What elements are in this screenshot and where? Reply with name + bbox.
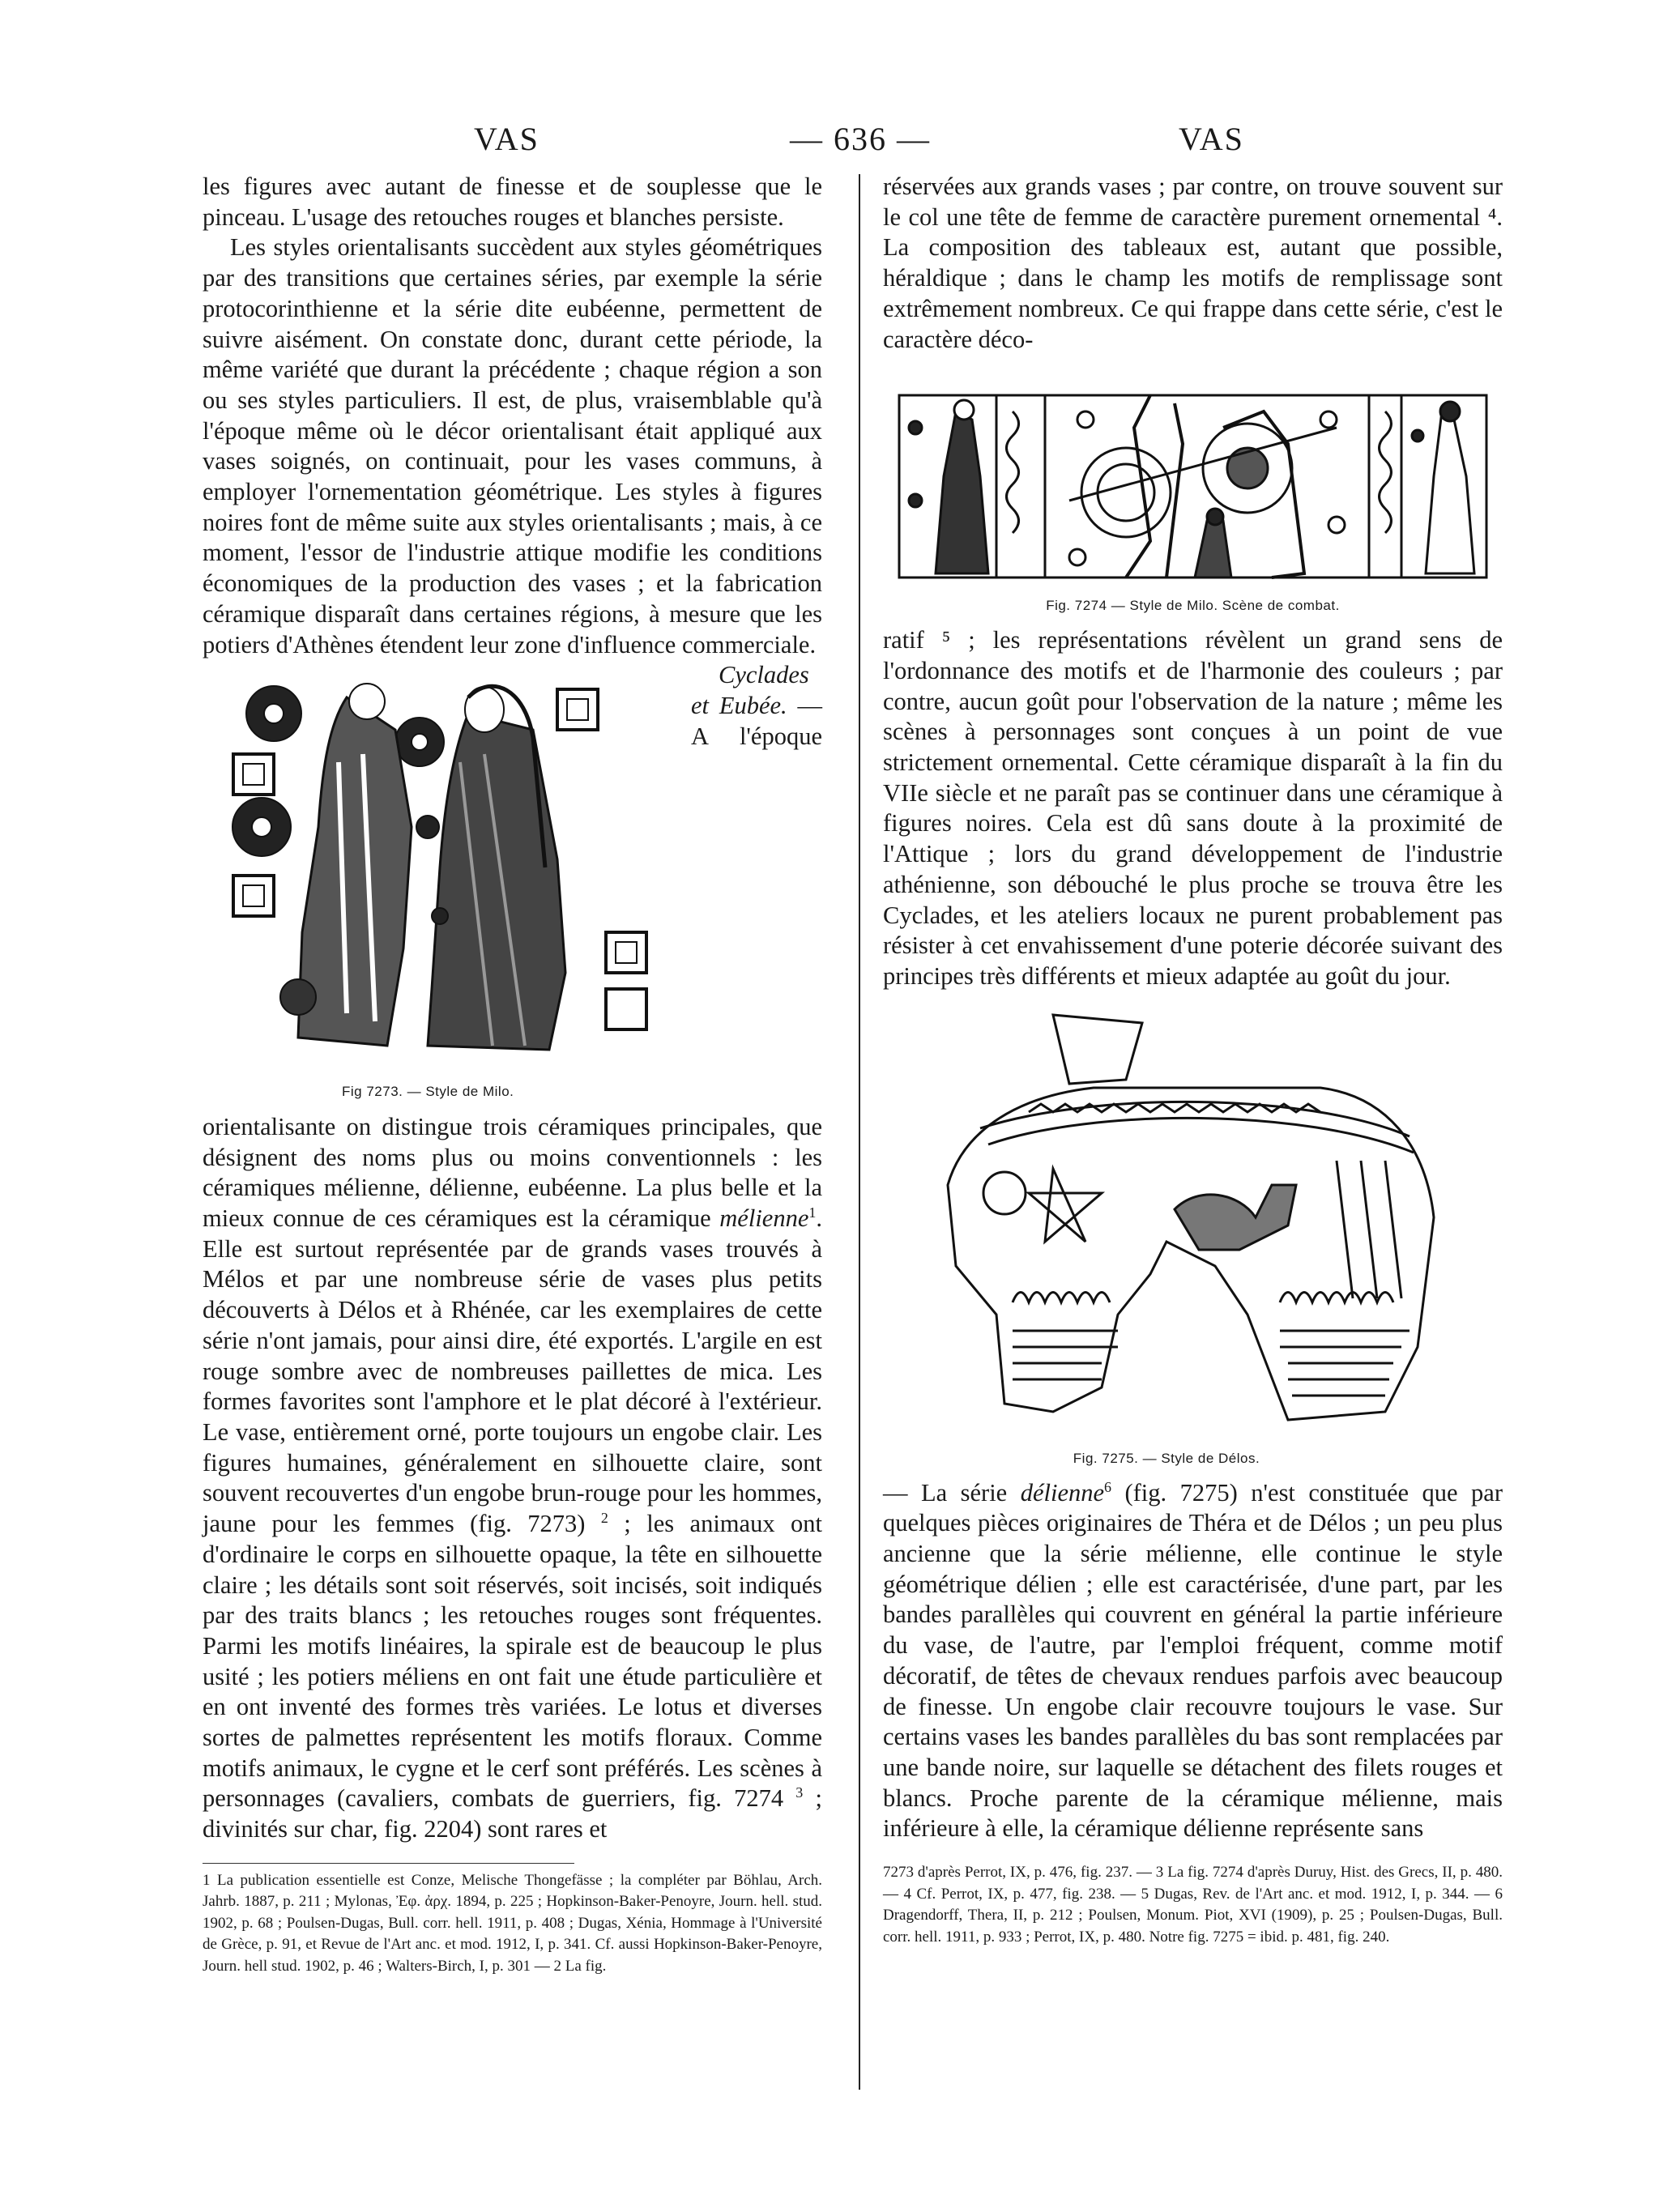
footnote-text: 7273 d'après Perrot, IX, p. 476, fig. 237. — 3 La fig. 7274 d'après Duruy, Hist. des Grecs, II, p. 480. — 4 Cf. Perrot, IX, p. 477, fig. 238. — 5 Dugas, Rev. de l'Art anc. et mod. 1912, I, p. 344. — 6 Dragendorff, Thera, II, p. 212 ; Poulsen, Monum. Piot, XVI (1909), p. 25 ; Poulsen-Dugas, Bull. corr. hell. 1911, p. 933 ; Perrot, IX, p. 480. Notre fig. 7275 = ibid. p. 481, fig. 240. — [883, 1864, 1503, 1946]
figure-7275-caption: Fig. 7275. — Style de Délos. — [1073, 1450, 1260, 1466]
footnote-ref-2: 2 — [600, 1509, 608, 1526]
figure-7274 — [883, 379, 1503, 614]
footnote-rule — [203, 1863, 574, 1864]
footnotes-right — [883, 1862, 1503, 1948]
figure-7274-illustration — [883, 379, 1503, 591]
paragraph-text: — La série — [883, 1478, 1021, 1507]
paragraph: réservées aux grands vases ; par contre, on trouve souvent sur le col une tête de femme de caractère purement ornemental ⁴. La composition des tableaux est, autant que possible, héraldique ; dans le champ les motifs de remplissage sont extrêmement nombreux. Ce qui frappe dans cette série, c'est le caractère déco- — [883, 173, 1503, 353]
section-heading: Cyclades et Eubée. — [691, 661, 809, 719]
paragraph-text: — A l'époque orientalisante on distingue trois céramiques principales, que désignent des noms plus ou moins conventionnels : les céramiques mélienne, délienne, eubéenne. La plus belle et la mieux connue de ces céramiques est la céramique — [203, 691, 822, 1233]
paragraph-text: ; divinités sur char, fig. 2204) sont rares et — [203, 1784, 822, 1843]
column-divider — [859, 174, 860, 2090]
figure-7273-caption: Fig 7273. — Style de Milo. — [342, 1084, 514, 1100]
paragraph-text: . Elle est surtout représentée par de grands vases trouvés à Mélos et par une nombreuse série de vases plus petits découverts à Délos et à Rhénée, car les exemplaires de cette série n'ont jamais, pour ainsi dire, été exportés. L'argile en est rouge sombre avec de nombreuses paillettes de mica. Les formes favorites sont l'amphore et le plat décoré à l'extérieur. Le vase, entièrement orné, porte toujours un engobe clair. Les figures humaines, généralement en silhouette claire, sont souvent recouvertes d'un engobe brun-rouge pour les hommes, jaune pour les femmes (fig. 7273) — [203, 1204, 822, 1538]
footnotes-left — [203, 1863, 822, 1978]
right-column — [883, 172, 1503, 1948]
term-delienne: délienne — [1020, 1478, 1105, 1507]
page-number: — 636 — — [790, 121, 931, 157]
paragraph: Les styles orientalisants succèdent aux styles géométriques par des transitions que certaines séries, par exemple la série protocorinthienne et la série dite eubéenne, permettent de suivre aisément. On constate donc, durant cette période, la même variété que durant la précédente ; chaque région a son ou ses styles particuliers. Il est, de plus, vraisemblable qu'à l'époque même où le décor orientalisant était appliqué aux vases soignés, on continuait, pour les vases communs, à employer l'ornementation géométrique. Les styles à figures noires font de même suite aux styles orientalisants ; mais, à ce moment, l'essor de l'industrie attique modifie les conditions économiques de la production des vases ; et la fabrication céramique disparaît dans certaines régions, à mesure que les potiers d'Athènes étendent leur zone d'influence commerciale. — [203, 233, 822, 658]
footnote-ref-3: 3 — [795, 1784, 804, 1801]
left-column — [203, 172, 822, 1977]
paragraph-cyclades — [203, 660, 822, 1845]
footnote-ref-1: 1 — [808, 1204, 817, 1221]
running-head-right: VAS — [1179, 121, 1244, 157]
footnote-text: 1 La publication essentielle est Conze, Melische Thongefässe ; la compléter par Böhlau, Arch. Jahrb. 1887, p. 211 ; Mylonas, Ἐφ. ἀρχ. 1894, p. 225 ; Hopkinson-Baker-Penoyre, Journ. hell. stud. 1902, p. 68 ; Poulsen-Dugas, Bull. corr. hell. 1911, p. 408 ; Dugas, Xénia, Hommage à l'Université de Grèce, p. 91, et Revue de l'Art anc. et mod. 1912, I, p. 341. Cf. aussi Hopkinson-Baker-Penoyre, Journ. hell stud. 1902, p. 46 ; Walters-Birch, I, p. 301 — 2 La fig. — [203, 1871, 822, 1975]
paragraph-delienne — [883, 1478, 1503, 1844]
paragraph: ratif ⁵ ; les représentations révèlent un grand sens de l'ordonnance des motifs et de l'harmonie des couleurs ; par contre, aucun goût pour l'observation de la nature ; même les scènes à personnages sont conçues à un point de vue strictement ornemental. Cette céramique disparaît à la fin du VIIe siècle et ne paraît pas se continuer dans une céramique à figures noires. Cela est dû sans doute à la proximité de l'Attique ; lors du grand développement de l'industrie athénienne, son débouché le plus proche se trouva être les Cyclades, et les ateliers locaux ne purent probablement pas résister à cet envahissement d'une poterie décorée suivant des principes très différents et mieux adaptée au goût du jour. — [883, 626, 1503, 990]
figure-7274-caption: Fig. 7274 — Style de Milo. Scène de combat. — [1046, 598, 1340, 614]
figure-7273 — [225, 665, 675, 1107]
figure-7275 — [932, 1007, 1503, 1467]
figure-7273-illustration — [225, 665, 675, 1070]
figure-7275-illustration — [932, 1007, 1450, 1444]
term-melienne: mélienne — [719, 1204, 809, 1233]
running-head-left: VAS — [474, 121, 539, 157]
paragraph-text: ; les animaux ont d'ordinaire le corps en silhouette opaque, la tête en silhouette claire ; les détails sont soit réservés, soit incisés, soit indiqués par des traits blancs ; les retouches rouges sont fréquentes. Parmi les motifs linéaires, la spirale est de beaucoup le plus usité ; les potiers méliens en ont fait une étude particulière et en ont inventé des formes très variées. Le lotus et diverses sortes de palmettes représentent les motifs floraux. Comme motifs animaux, le cygne et le cerf sont préférés. Les scènes à personnages (cavaliers, combats de guerriers, fig. 7274 — [203, 1510, 822, 1813]
paragraph-text: (fig. 7275) n'est constituée que par quelques pièces originaires de Théra et de Délos ; un peu plus ancienne que la série mélienne, elle continue le style géométrique délien ; elle est caractérisée, d'une part, par les bandes parallèles qui couvrent en général la partie inférieure du vase, de l'autre, par l'emploi fréquent, comme motif décoratif, de têtes de chevaux rendues parfois avec beaucoup de finesse. Un engobe clair recouvre toujours le vase. Sur certains vases les bandes parallèles du bas sont remplacées par une bande noire, sur laquelle se détachent des filets rouges et blancs. Proche parente de la céramique mélienne, mais inférieure à elle, la céramique délienne représente sans — [883, 1478, 1503, 1843]
paragraph: les figures avec autant de finesse et de souplesse que le pinceau. L'usage des retouches rouges et blanches persiste. — [203, 173, 822, 231]
footnote-ref-6: 6 — [1104, 1478, 1112, 1495]
